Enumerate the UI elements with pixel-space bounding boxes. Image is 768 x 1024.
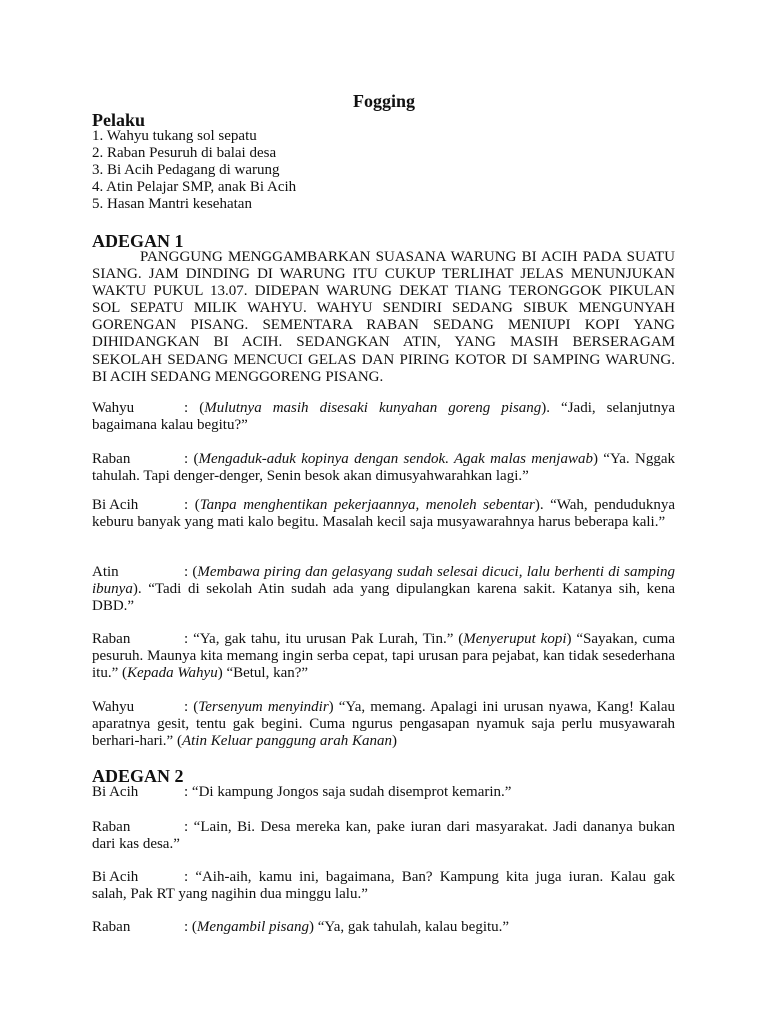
dialogue-line <box>92 400 675 434</box>
dialogue-text: ) <box>391 733 397 749</box>
dialogue-line <box>92 564 675 615</box>
adegan-1-heading: ADEGAN 1 <box>92 231 184 251</box>
stage-cue: Kepada Wahyu <box>127 665 218 681</box>
cast-item: 2. Raban Pesuruh di balai desa <box>92 145 277 161</box>
stage-direction-text: PANGGUNG MENGGAMBARKAN SUASANA WARUNG BI ACIH PADA SUATU SIANG. JAM DINDING DI WARUNG ITU CUKUP TERLIHAT JELAS MENUNJUKAN WAKTU PUKUL 13.07. DIDEPAN WARUNG DEKAT TIANG TERONGGOK PIKULAN SOL SEPATU MILIK WAHYU. WAHYU SENDIRI SEDANG SIBUK MENGUNYAH GORENGAN PISANG. SEMENTARA RABAN SEDANG MENIUPI KOPI YANG DIHIDANGKAN BI ACIH. SEDANGKAN ATIN, YANG MASIH BERSERAGAM SEKOLAH SEDANG MENCUCI GELAS DAN PIRING KOTOR DI SAMPING WARUNG. BI ACIH SEDANG MENGGORENG PISANG. <box>92 249 675 385</box>
stage-cue: Mengambil pisang <box>196 919 309 935</box>
dialogue-sep: : ( <box>184 400 205 416</box>
pelaku-heading: Pelaku <box>92 110 146 130</box>
dialogue-line <box>92 819 675 853</box>
dialogue-sep: : “Ya, gak tahu, itu urusan Pak Lurah, Tin.” ( <box>184 631 464 647</box>
dialogue-text: ) “Ya. Nggak tahulah. Tapi denger-denger, Senin besok akan dimusyahwarahkan lagi.” <box>92 451 675 484</box>
dialogue-line <box>92 497 675 531</box>
speaker-name: Raban <box>92 819 131 835</box>
stage-cue: Tanpa menghentikan pekerjaannya, menoleh sebentar <box>199 497 535 513</box>
dialogue-text: ). “Wah, penduduknya keburu banyak yang mati kalo begitu. Masalah kecil saja musyawarahnya harus beberapa kali.” <box>92 497 675 530</box>
dialogue-text: ) “Ya, memang. Apalagi ini urusan nyawa, Kang! Kalau aparatnya gesit, tentu gak begini. Cuma ngurus pengasapan nyamuk saja perlu musyawarah berhari-hari.” ( <box>92 699 675 749</box>
dialogue-text: : “Lain, Bi. Desa mereka kan, pake iuran dari masyarakat. Jadi dananya bukan dari kas desa.” <box>92 819 675 852</box>
stage-cue: Mengaduk-aduk kopinya dengan sendok. Agak malas menjawab <box>198 451 593 467</box>
speaker-name: Bi Acih <box>92 784 139 800</box>
dialogue-sep: : ( <box>184 564 198 580</box>
dialogue-sep: : ( <box>184 451 199 467</box>
dialogue-sep: : ( <box>184 497 200 513</box>
cast-item: 3. Bi Acih Pedagang di warung <box>92 162 280 178</box>
dialogue-line <box>92 451 675 485</box>
dialogue-text: ). “Tadi di sekolah Atin sudah ada yang dipulangkan karena sakit. Katanya sih, kena DBD.” <box>92 581 675 614</box>
page-title: Fogging <box>352 91 415 111</box>
dialogue-line <box>92 919 675 936</box>
cast-list <box>92 128 296 213</box>
dialogue-text: ). “Jadi, selanjutnya bagaimana kalau begitu?” <box>92 400 675 433</box>
speaker-name: Wahyu <box>92 400 135 416</box>
cast-item: 5. Hasan Mantri kesehatan <box>92 196 252 212</box>
adegan-2-heading: ADEGAN 2 <box>92 766 184 786</box>
dialogue-text: ) “Ya, gak tahulah, kalau begitu.” <box>309 919 510 935</box>
dialogue-sep: : ( <box>184 699 199 715</box>
stage-cue: Atin Keluar panggung arah Kanan <box>181 733 392 749</box>
cast-item: 4. Atin Pelajar SMP, anak Bi Acih <box>92 179 297 195</box>
dialogue-line <box>92 869 675 903</box>
cast-item: 1. Wahyu tukang sol sepatu <box>92 128 257 144</box>
speaker-name: Raban <box>92 631 131 647</box>
speaker-name: Wahyu <box>92 699 135 715</box>
speaker-name: Atin <box>92 564 119 580</box>
dialogue-line <box>92 699 675 750</box>
speaker-name: Bi Acih <box>92 869 139 885</box>
dialogue-text: : “Aih-aih, kamu ini, bagaimana, Ban? Kampung kita juga iuran. Kalau gak salah, Pak RT yang nagihin dua minggu lalu.” <box>92 869 675 902</box>
stage-cue: Membawa piring dan gelasyang sudah selesai dicuci, lalu berhenti di samping ibunya <box>92 564 675 597</box>
speaker-name: Bi Acih <box>92 497 139 513</box>
dialogue-sep: : ( <box>184 919 197 935</box>
dialogue-line <box>92 631 675 682</box>
speaker-name: Raban <box>92 451 131 467</box>
stage-direction <box>92 249 675 386</box>
stage-cue: Tersenyum menyindir <box>198 699 329 715</box>
stage-cue: Mulutnya masih disesaki kunyahan goreng pisang <box>204 400 542 416</box>
dialogue-line <box>92 784 675 801</box>
dialogue-text: : “Di kampung Jongos saja sudah disemprot kemarin.” <box>184 784 512 800</box>
stage-cue: Menyeruput kopi <box>463 631 567 647</box>
dialogue-text: ) “Sayakan, cuma pesuruh. Maunya kita memang ingin serba cepat, tapi urusan para pejabat, kan tidak sesederhana itu.” ( <box>92 631 676 681</box>
dialogue-text: ) “Betul, kan?” <box>217 665 309 681</box>
speaker-name: Raban <box>92 919 131 935</box>
